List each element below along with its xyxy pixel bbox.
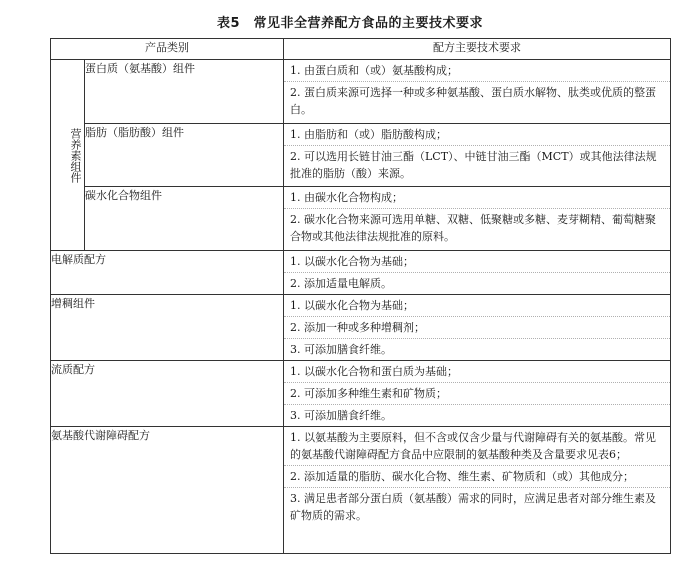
category-cell: 蛋白质（氨基酸）组件 (85, 60, 284, 124)
category-cell: 脂肪（脂肪酸）组件 (85, 124, 284, 187)
category-cell: 流质配方 (51, 361, 284, 427)
requirement-line: 2. 蛋白质来源可选择一种或多种氨基酸、蛋白质水解物、肽类或优质的整蛋白。 (290, 86, 656, 116)
requirement-line: 1. 由蛋白质和（或）氨基酸构成； (284, 60, 670, 82)
requirement-line: 3. 可添加膳食纤维。 (290, 343, 392, 356)
header-requirements: 配方主要技术要求 (284, 39, 671, 60)
requirement-line: 2. 添加一种或多种增稠剂； (284, 317, 670, 339)
requirement-line: 1. 由碳水化合物构成； (284, 187, 670, 209)
requirement-line: 1. 以碳水化合物为基础； (284, 251, 670, 273)
table-row (51, 187, 671, 251)
table-row (51, 361, 671, 427)
requirement-line: 2. 可以选用长链甘油三酯（LCT）、中链甘油三酯（MCT）或其他法律法规批准的脂肪（酸）来源。 (290, 150, 657, 180)
requirement-cell (284, 427, 671, 554)
requirement-line: 1. 以碳水化合物和蛋白质为基础； (284, 361, 670, 383)
requirement-line: 2. 添加适量电解质。 (290, 277, 392, 290)
table-row (51, 295, 671, 361)
table-body (51, 60, 671, 554)
requirement-cell (284, 361, 671, 427)
requirement-line: 1. 以碳水化合物为基础； (284, 295, 670, 317)
requirement-cell (284, 60, 671, 124)
requirement-cell (284, 295, 671, 361)
table-row (51, 427, 671, 554)
requirement-cell (284, 251, 671, 295)
category-cell: 电解质配方 (51, 251, 284, 295)
group-label: 营养素组件 (51, 60, 85, 251)
table-header-row (51, 39, 671, 60)
requirement-line: 3. 满足患者部分蛋白质（氨基酸）需求的同时，应满足患者对部分维生素及矿物质的需求。 (290, 492, 656, 522)
category-cell: 碳水化合物组件 (85, 187, 284, 251)
table-row (51, 124, 671, 187)
table-title: 表5 常见非全营养配方食品的主要技术要求 (216, 16, 484, 31)
requirement-line: 3. 可添加膳食纤维。 (290, 409, 392, 422)
category-cell: 氨基酸代谢障碍配方 (51, 427, 284, 554)
requirement-line: 2. 添加适量的脂肪、碳水化合物、维生素、矿物质和（或）其他成分； (284, 466, 670, 488)
table-row (51, 251, 671, 295)
requirement-line: 2. 碳水化合物来源可选用单糖、双糖、低聚糖或多糖、麦芽糊精、葡萄糖聚合物或其他法律法规批准的原料。 (290, 213, 656, 243)
category-cell: 增稠组件 (51, 295, 284, 361)
requirement-cell (284, 187, 671, 251)
table-row (51, 60, 671, 124)
tech-requirements-table (50, 38, 671, 554)
requirement-line: 1. 由脂肪和（或）脂肪酸构成； (284, 124, 670, 146)
header-category: 产品类别 (51, 39, 284, 60)
requirement-cell (284, 124, 671, 187)
requirement-line: 2. 可添加多种维生素和矿物质； (284, 383, 670, 405)
requirement-line: 1. 以氨基酸为主要原料，但不含或仅含少量与代谢障碍有关的氨基酸。常见的氨基酸代谢障碍配方食品中应限制的氨基酸种类及含量要求见表6； (284, 427, 670, 466)
